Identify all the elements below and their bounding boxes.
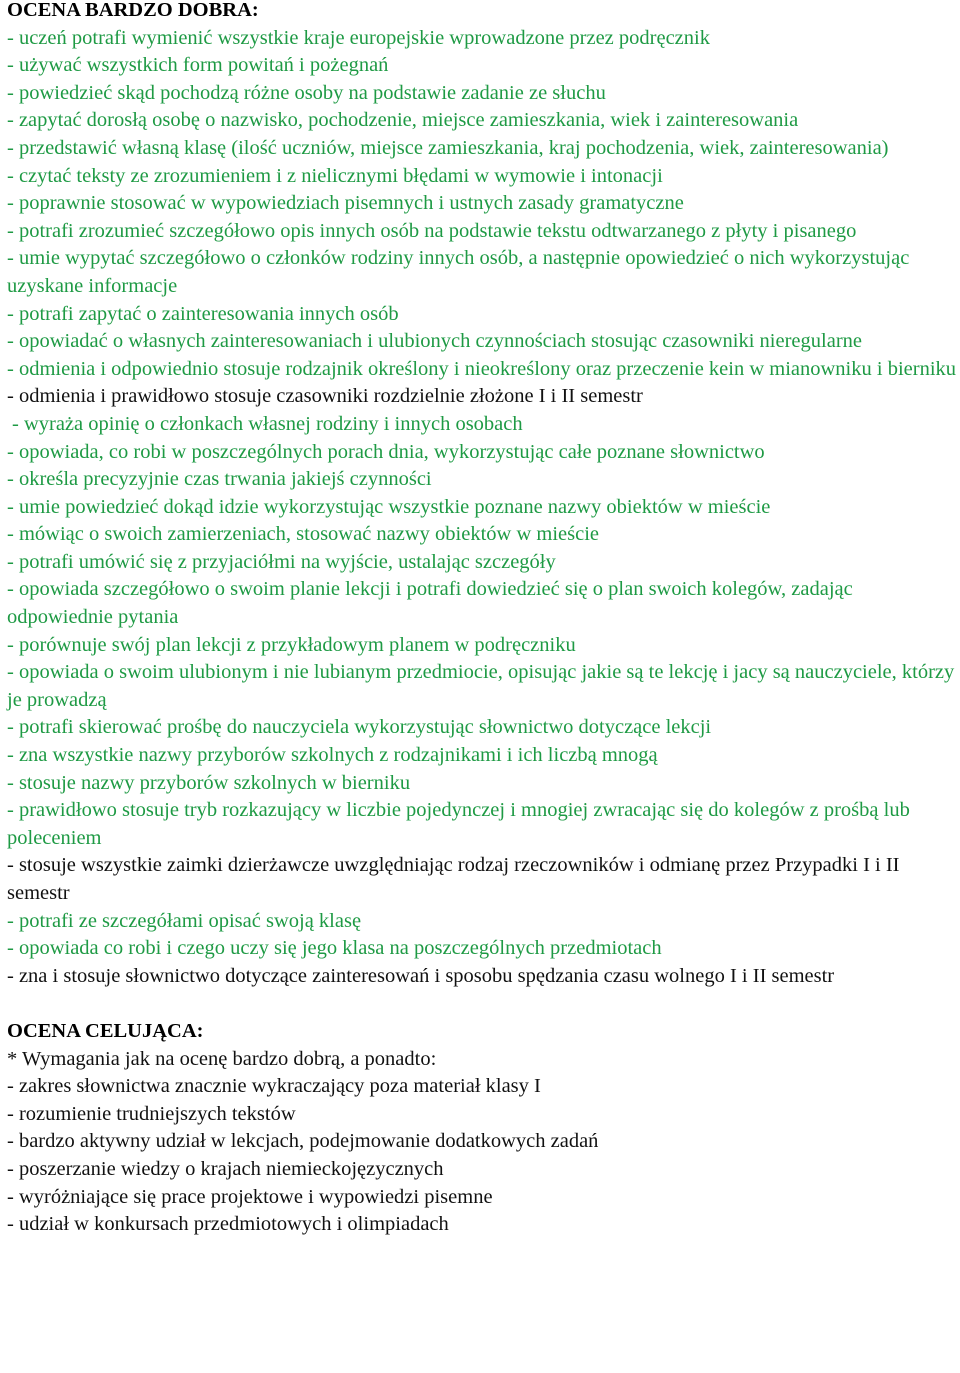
requirement-line: - stosuje nazwy przyborów szkolnych w bierniku [7,771,411,794]
requirement-line: - wyraża opinię o członkach własnej rodziny i innych osobach [12,412,523,435]
requirement-line: - opowiadać o własnych zainteresowaniach i ulubionych czynnościach stosując czasowniki nieregularne [7,330,862,353]
requirement-line: - uczeń potrafi wymienić wszystkie kraje europejskie wprowadzone przez podręcznik [7,26,710,49]
requirement-line: - określa precyzyjnie czas trwania jakiejś czynności [7,468,432,491]
requirement-line: - poszerzanie wiedzy o krajach niemieckojęzycznych [7,1157,444,1180]
requirement-line: - zakres słownictwa znacznie wykraczający poza materiał klasy I [7,1075,541,1098]
requirement-line: - poprawnie stosować w wypowiedziach pisemnych i ustnych zasady gramatyczne [7,192,684,215]
section-spacer [7,990,957,1018]
requirement-line: - potrafi umówić się z przyjaciółmi na wyjście, ustalając szczegóły [7,550,556,573]
requirement-line: - bardzo aktywny udział w lekcjach, podejmowanie dodatkowych zadań [7,1130,599,1153]
requirement-line: - czytać teksty ze zrozumieniem i z nielicznymi błędami w wymowie i intonacji [7,164,663,187]
requirement-line: - opowiada szczegółowo o swoim planie lekcji i potrafi dowiedzieć się o plan swoich kolegów, zadając odpowiednie pytania [7,578,853,629]
requirement-line: - umie wypytać szczegółowo o członków rodziny innych osób, a następnie opowiedzieć o nich wykorzystując uzyskane informacje [7,247,910,297]
requirement-line: - potrafi ze szczegółami opisać swoją klasę [7,909,362,932]
requirements-list-celujaca [7,1046,957,1239]
requirement-line: - opowiada co robi i czego uczy się jego klasa na poszczególnych przedmiotach [7,937,662,960]
requirement-line: - zapytać dorosłą osobę o nazwisko, pochodzenie, miejsce zamieszkania, wiek i zainteresowania [7,109,799,132]
requirement-line: - prawidłowo stosuje tryb rozkazujący w liczbie pojedynczej i mnogiej zwracając się do kolegów z prośbą lub poleceniem [7,799,910,849]
requirement-line: - stosuje wszystkie zaimki dzierżawcze uwzględniając rodzaj rzeczowników i odmianę przez Przypadki I i II semestr [7,854,900,904]
requirement-line: - opowiada o swoim ulubionym i nie lubianym przedmiocie, opisując jakie są te lekcję i jacy są nauczyciele, którzy je prowadzą [7,661,955,711]
requirement-line: - wyróżniające się prace projektowe i wypowiedzi pisemne [7,1185,493,1208]
requirement-line: - używać wszystkich form powitań i pożegnań [7,54,389,77]
section-title-celujaca: OCENA CELUJĄCA: [7,1019,204,1042]
requirement-line: - zna wszystkie nazwy przyborów szkolnych z rodzajnikami i ich liczbą mnogą [7,744,658,767]
requirement-line: - potrafi skierować prośbę do nauczyciela wykorzystując słownictwo dotyczące lekcji [7,716,712,739]
requirement-line: - odmienia i odpowiednio stosuje rodzajnik określony i nieokreślony oraz przeczenie kein w mianowniku i bierniku [7,357,957,380]
requirement-line: - zna i stosuje słownictwo dotyczące zainteresowań i sposobu spędzania czasu wolnego I i II semestr [7,964,835,987]
requirement-line: * Wymagania jak na ocenę bardzo dobrą, a ponadto: [7,1047,437,1070]
requirements-list-bardzo-dobra [7,25,957,991]
document-page [7,0,957,1239]
requirement-line: - rozumienie trudniejszych tekstów [7,1102,296,1125]
requirement-line: - porównuje swój plan lekcji z przykładowym planem w podręczniku [7,633,576,656]
requirement-line: - umie powiedzieć dokąd idzie wykorzystując wszystkie poznane nazwy obiektów w mieście [7,495,771,518]
requirement-line: - opowiada, co robi w poszczególnych porach dnia, wykorzystując całe poznane słownictwo [7,440,765,463]
requirement-line: - mówiąc o swoich zamierzeniach, stosować nazwy obiektów w mieście [7,523,600,546]
requirement-line: - odmienia i prawidłowo stosuje czasowniki rozdzielnie złożone I i II semestr [7,385,643,408]
requirement-line: - powiedzieć skąd pochodzą różne osoby na podstawie zadanie ze słuchu [7,81,606,104]
requirement-line: - udział w konkursach przedmiotowych i olimpiadach [7,1213,449,1236]
requirement-line: - przedstawić własną klasę (ilość uczniów, miejsce zamieszkania, kraj pochodzenia, wiek, zainteresowania) [7,136,889,159]
requirement-line: - potrafi zrozumieć szczegółowo opis innych osób na podstawie tekstu odtwarzanego z płyty i pisanego [7,219,857,242]
section-title-bardzo-dobra: OCENA BARDZO DOBRA: [7,0,259,21]
requirement-line: - potrafi zapytać o zainteresowania innych osób [7,302,399,325]
